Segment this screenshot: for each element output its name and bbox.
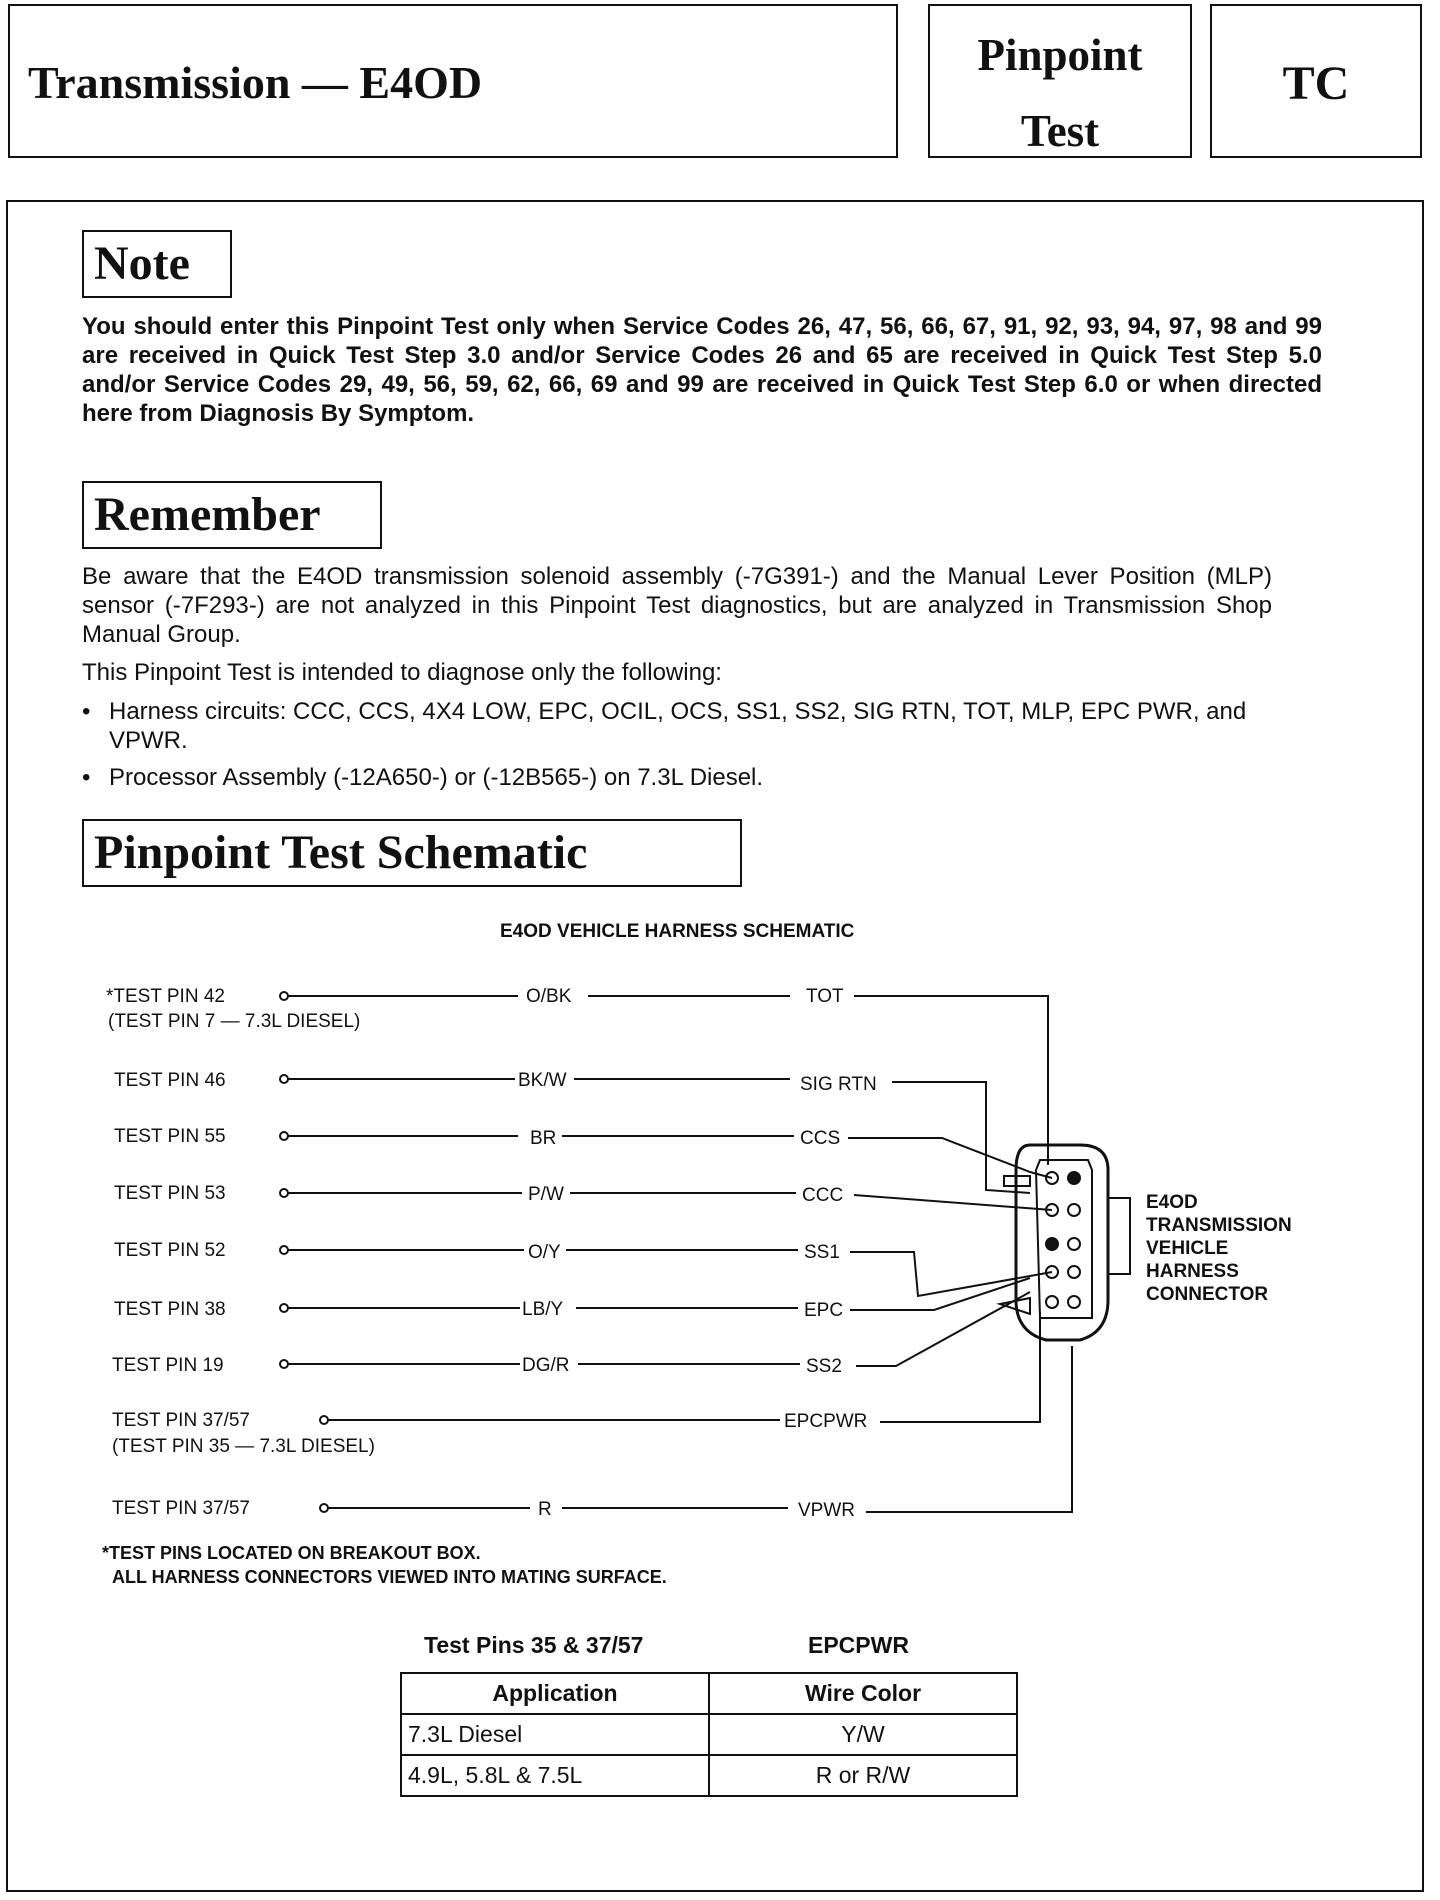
section-code: TC	[1282, 57, 1350, 110]
connector-label-line: VEHICLE	[1146, 1238, 1229, 1259]
pin-terminal	[280, 1246, 288, 1254]
wire	[850, 1252, 1052, 1296]
connector-cavity	[1068, 1266, 1080, 1278]
schematic-title: E4OD VEHICLE HARNESS SCHEMATIC	[500, 921, 855, 942]
circuit-label: SS2	[806, 1356, 842, 1377]
page-title: Transmission — E4OD	[28, 57, 483, 108]
table-row	[401, 1755, 1017, 1796]
circuit-label: SS1	[804, 1242, 840, 1263]
pin-terminal	[280, 1189, 288, 1197]
table-cell: Y/W	[709, 1714, 1017, 1755]
bullet-icon: •	[82, 764, 91, 791]
test-pin-sublabel: (TEST PIN 7 — 7.3L DIESEL)	[108, 1011, 361, 1032]
note-heading: Note	[82, 230, 232, 298]
test-pin-label: TEST PIN 37/57	[112, 1410, 250, 1431]
connector-label-line: CONNECTOR	[1146, 1284, 1269, 1305]
test-pin-label: TEST PIN 55	[114, 1126, 226, 1147]
pin-terminal	[280, 992, 288, 1000]
connector-label-line: TRANSMISSION	[1146, 1215, 1292, 1236]
table-header-application: Application	[401, 1673, 709, 1714]
wire	[848, 1138, 1052, 1178]
test-pin-label: TEST PIN 19	[112, 1355, 224, 1376]
test-pin-label: TEST PIN 38	[114, 1299, 226, 1320]
wire-color-label: BR	[530, 1128, 557, 1149]
list-item-text: Harness circuits: CCC, CCS, 4X4 LOW, EPC, OCIL, OCS, SS1, SS2, SIG RTN, TOT, MLP, EPC PWR, and VPWR.	[109, 698, 1247, 754]
circuit-label: TOT	[806, 986, 844, 1007]
circuit-label: CCS	[800, 1128, 841, 1149]
connector-label-line: E4OD	[1146, 1192, 1198, 1213]
table-header-wire-color: Wire Color	[709, 1673, 1017, 1714]
connector-latch	[1108, 1198, 1130, 1274]
wire-color-label: DG/R	[522, 1355, 570, 1376]
bullet-icon: •	[82, 698, 91, 725]
pin-terminal	[320, 1416, 328, 1424]
table-row	[401, 1714, 1017, 1755]
schematic-footnote: ALL HARNESS CONNECTORS VIEWED INTO MATING SURFACE.	[112, 1567, 667, 1587]
connector-label-line: HARNESS	[1146, 1261, 1239, 1282]
circuit-label: VPWR	[798, 1500, 855, 1521]
pin-terminal	[280, 1075, 288, 1083]
remember-text: Be aware that the E4OD transmission solenoid assembly (-7G391-) and the Manual Lever Position (MLP) sensor (-7F293-) are not analyzed in this Pinpoint Test diagnostics, but are analyzed in Transmission Shop Manual Group.	[82, 563, 1272, 648]
test-pin-label: *TEST PIN 42	[106, 986, 225, 1007]
wire	[880, 1312, 1040, 1422]
note-text: You should enter this Pinpoint Test only when Service Codes 26, 47, 56, 66, 67, 91, 92, 93, 94, 97, 98 and 99 are received in Quick Test Step 3.0 and/or Service Codes 26 and 65 are received in Quick Test Step 5.0 and/or Service Codes 29, 49, 56, 59, 62, 66, 69 and 99 are received in Quick Test Step 6.0 or when directed here from Diagnosis By Symptom.	[82, 313, 1322, 427]
pin-terminal	[280, 1360, 288, 1368]
wire-color-table	[400, 1672, 1018, 1797]
wire-color-label: O/BK	[526, 986, 572, 1007]
wire-color-label: LB/Y	[522, 1299, 564, 1320]
connector-cavity	[1068, 1204, 1080, 1216]
circuit-label: EPCPWR	[784, 1411, 868, 1432]
connector-cavity	[1068, 1238, 1080, 1250]
section-label-line2: Test	[1020, 106, 1100, 156]
test-pin-label: TEST PIN 53	[114, 1183, 226, 1204]
wire	[854, 996, 1048, 1165]
wire	[854, 1195, 1052, 1210]
wire	[866, 1346, 1072, 1512]
table-header-row	[401, 1673, 1017, 1714]
circuit-label: CCC	[802, 1185, 844, 1206]
connector-cavity	[1046, 1296, 1058, 1308]
table-caption-circuit: EPCPWR	[808, 1632, 909, 1658]
list-item-text: Processor Assembly (-12A650-) or (-12B565-) on 7.3L Diesel.	[109, 764, 764, 791]
circuit-label: EPC	[804, 1300, 844, 1321]
circuit-label: SIG RTN	[800, 1074, 877, 1095]
test-pin-sublabel: (TEST PIN 35 — 7.3L DIESEL)	[112, 1436, 375, 1457]
section-label-line1: Pinpoint	[977, 30, 1143, 80]
pin-terminal	[320, 1504, 328, 1512]
connector-face	[1036, 1160, 1092, 1318]
connector-cavity	[1046, 1238, 1058, 1250]
remember-heading: Remember	[82, 481, 382, 549]
wire-color-label: BK/W	[518, 1070, 567, 1091]
table-cell: 7.3L Diesel	[401, 1714, 709, 1755]
wire-color-label: P/W	[528, 1184, 564, 1205]
connector-cavity	[1068, 1296, 1080, 1308]
schematic-footnote: *TEST PINS LOCATED ON BREAKOUT BOX.	[102, 1543, 481, 1563]
wire-color-label: O/Y	[528, 1242, 561, 1263]
test-pin-label: TEST PIN 46	[114, 1070, 226, 1091]
schematic-heading: Pinpoint Test Schematic	[82, 819, 742, 887]
pin-terminal	[280, 1132, 288, 1140]
wire-color-label: R	[538, 1499, 552, 1520]
connector-cavity	[1068, 1172, 1080, 1184]
table-cell: 4.9L, 5.8L & 7.5L	[401, 1755, 709, 1796]
intended-text: This Pinpoint Test is intended to diagnose only the following:	[82, 659, 722, 686]
pin-terminal	[280, 1304, 288, 1312]
test-pin-label: TEST PIN 37/57	[112, 1498, 250, 1519]
test-pin-label: TEST PIN 52	[114, 1240, 226, 1261]
table-cell: R or R/W	[709, 1755, 1017, 1796]
table-caption-pins: Test Pins 35 & 37/57	[424, 1632, 644, 1658]
